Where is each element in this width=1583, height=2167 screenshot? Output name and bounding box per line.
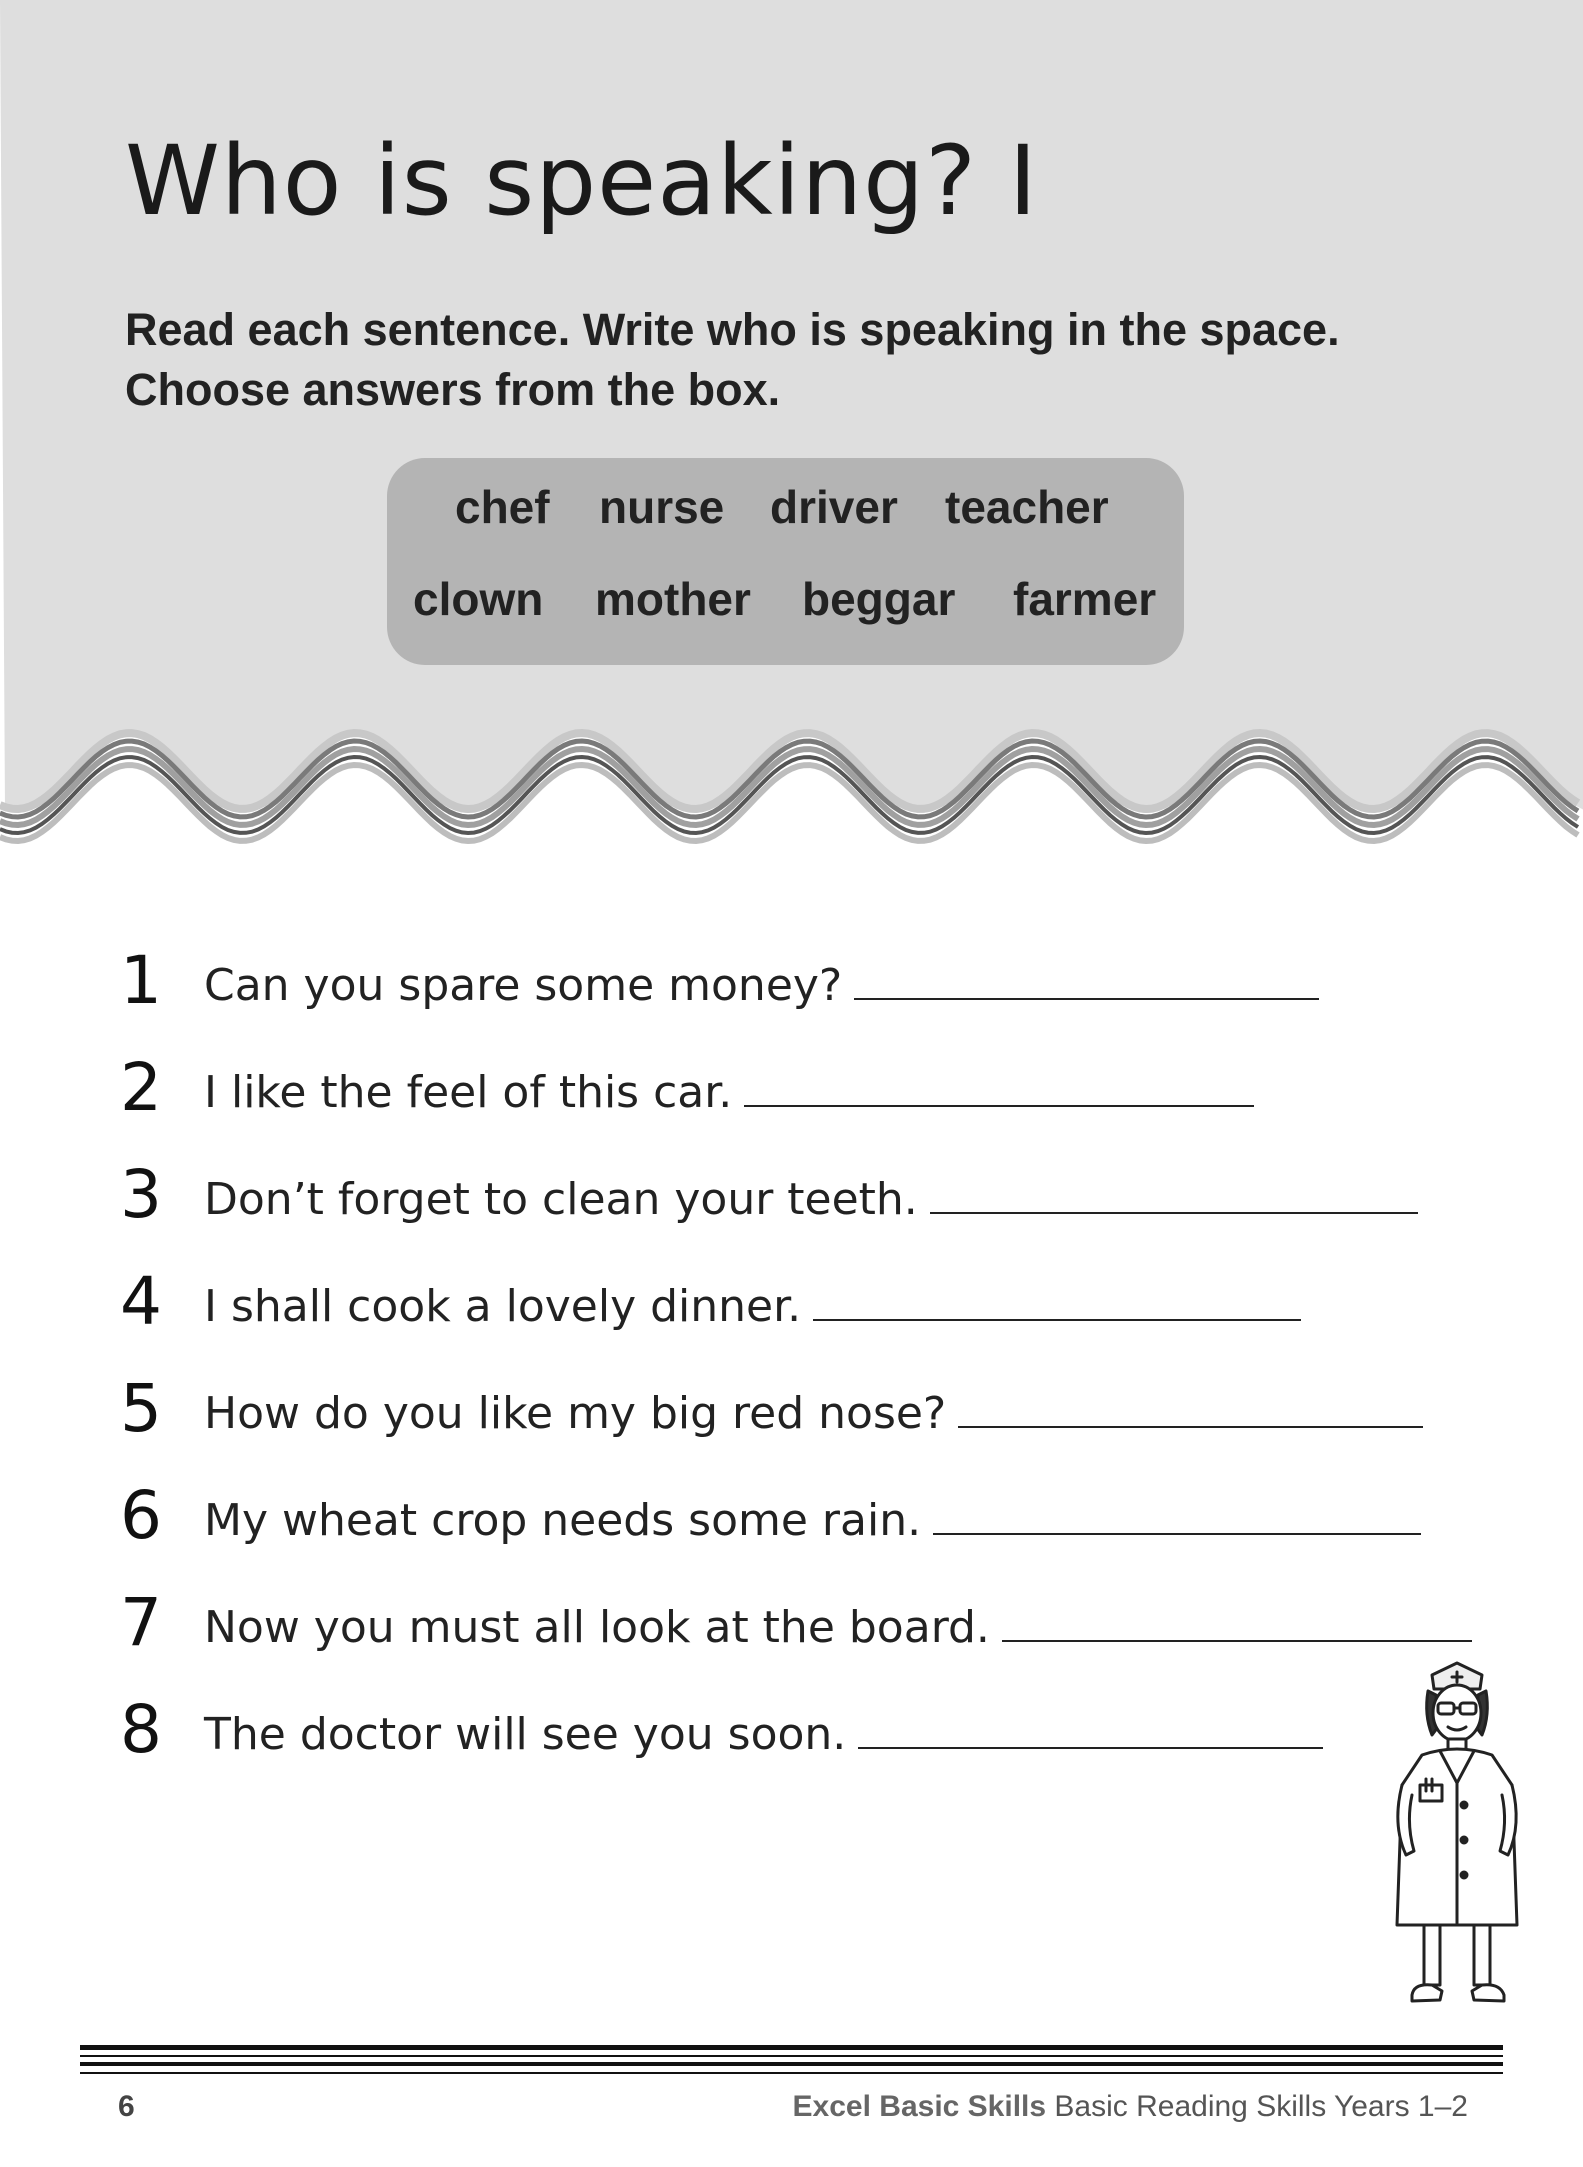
instruction-line-1: Read each sentence. Write who is speaking in the space.	[125, 304, 1340, 355]
word-row-1	[387, 480, 1184, 540]
word-clown: clown	[413, 573, 544, 625]
answer-blank[interactable]	[854, 958, 1319, 1000]
question-text: Now you must all look at the board.	[204, 1602, 990, 1653]
question-6	[120, 1477, 1500, 1575]
nurse-illustration	[1362, 1655, 1552, 2015]
question-4	[120, 1263, 1500, 1361]
page-title: Who is speaking? I	[125, 125, 1038, 237]
word-row-2	[387, 572, 1184, 632]
page-number: 6	[118, 2090, 135, 2123]
question-text: How do you like my big red nose?	[204, 1388, 947, 1439]
word-teacher: teacher	[945, 481, 1109, 533]
footer-brand: Excel Basic Skills	[792, 2090, 1047, 2123]
answer-blank[interactable]	[958, 1386, 1423, 1428]
instructions	[125, 300, 1475, 420]
answer-blank[interactable]	[933, 1493, 1421, 1535]
question-8	[120, 1691, 1500, 1789]
footer-book-name: Basic Reading Skills Years 1–2	[1054, 2090, 1468, 2123]
question-number: 2	[120, 1049, 162, 1126]
question-7	[120, 1584, 1500, 1682]
question-text: I like the feel of this car.	[204, 1067, 733, 1118]
word-driver: driver	[770, 481, 898, 533]
question-text: I shall cook a lovely dinner.	[204, 1281, 802, 1332]
question-1	[120, 942, 1500, 1040]
word-mother: mother	[595, 573, 751, 625]
answer-blank[interactable]	[930, 1172, 1418, 1214]
answer-blank[interactable]	[813, 1279, 1301, 1321]
question-number: 4	[120, 1263, 162, 1340]
word-beggar: beggar	[802, 573, 956, 625]
question-2	[120, 1049, 1500, 1147]
question-number: 6	[120, 1477, 162, 1554]
answer-blank[interactable]	[744, 1065, 1254, 1107]
word-box	[387, 458, 1184, 665]
question-number: 3	[120, 1156, 162, 1233]
answer-blank[interactable]	[1002, 1600, 1472, 1642]
question-number: 7	[120, 1584, 162, 1661]
instruction-line-2: Choose answers from the box.	[125, 364, 781, 415]
footer-book-title	[793, 2090, 1468, 2124]
word-nurse: nurse	[599, 481, 725, 533]
question-3	[120, 1156, 1500, 1254]
question-text: Don’t forget to clean your teeth.	[204, 1174, 918, 1225]
question-number: 5	[120, 1370, 162, 1447]
question-text: My wheat crop needs some rain.	[204, 1495, 922, 1546]
word-farmer: farmer	[1013, 573, 1157, 625]
question-number: 1	[120, 942, 162, 1019]
answer-blank[interactable]	[858, 1707, 1323, 1749]
question-number: 8	[120, 1691, 162, 1768]
header-band	[0, 0, 1583, 860]
question-text: The doctor will see you soon.	[204, 1709, 847, 1760]
question-5	[120, 1370, 1500, 1468]
question-text: Can you spare some money?	[204, 960, 843, 1011]
word-chef: chef	[455, 481, 550, 533]
